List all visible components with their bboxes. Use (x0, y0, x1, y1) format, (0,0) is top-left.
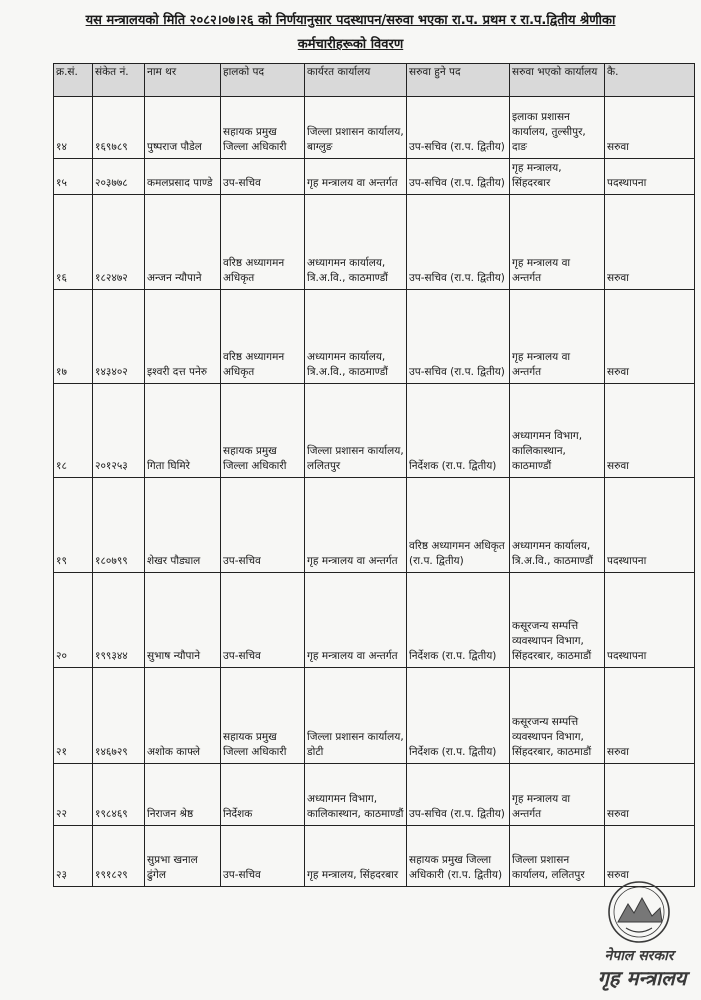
sn-cell: २२ (54, 764, 93, 826)
name-cell: गिता घिमिरे (145, 384, 221, 478)
new-post-cell: सहायक प्रमुख जिल्ला अधिकारी (रा.प. द्वितीय) (407, 826, 510, 887)
seal-text-line1: नेपाल सरकार (604, 948, 674, 964)
new-post-cell: उप-सचिव (रा.प. द्वितीय) (407, 97, 510, 159)
seal-text-line2: गृह मन्त्रालय (597, 966, 687, 990)
remark-cell: सरुवा (605, 195, 695, 290)
remark-cell: सरुवा (605, 290, 695, 384)
name-cell: निराजन श्रेष्ठ (145, 764, 221, 826)
code-cell: १९८४६९ (93, 764, 145, 826)
name-cell: इश्वरी दत्त पनेरु (145, 290, 221, 384)
name-cell: अशोक काफ्ले (145, 668, 221, 764)
table-row (54, 764, 695, 826)
col-header-code: संकेत नं. (93, 64, 145, 97)
name-cell: शेखर पौड्याल (145, 478, 221, 573)
col-header-office: कार्यरत कार्यालय (305, 64, 407, 97)
office-cell: अध्यागमन विभाग, कालिकास्थान, काठमाण्डौं (305, 764, 407, 826)
name-cell: सुप्रभा खनाल ढुंगेल (145, 826, 221, 887)
sn-cell: १८ (54, 384, 93, 478)
table-row (54, 573, 695, 668)
code-cell: २०१२५३ (93, 384, 145, 478)
col-header-post: हालको पद (221, 64, 305, 97)
name-cell: सुभाष न्यौपाने (145, 573, 221, 668)
mountain-emblem (618, 898, 662, 922)
post-cell: सहायक प्रमुख जिल्ला अधिकारी (221, 384, 305, 478)
office-cell: गृह मन्त्रालय वा अन्तर्गत (305, 478, 407, 573)
code-cell: १९९३४४ (93, 573, 145, 668)
table-row (54, 290, 695, 384)
remark-cell: पदस्थापना (605, 159, 695, 195)
table-row (54, 159, 695, 195)
new-office-cell: कसूरजन्य सम्पत्ति व्यवस्थापन विभाग, सिंहदरबार, काठमाडौं (510, 668, 605, 764)
sn-cell: २० (54, 573, 93, 668)
sn-cell: १७ (54, 290, 93, 384)
sn-cell: १९ (54, 478, 93, 573)
remark-cell: सरुवा (605, 668, 695, 764)
office-cell: जिल्ला प्रशासन कार्यालय, बाग्लुङ (305, 97, 407, 159)
col-header-name: नाम थर (145, 64, 221, 97)
document-subtitle: कर्मचारीहरूको विवरण (297, 37, 404, 52)
new-post-cell: निर्देशक (रा.प. द्वितीय) (407, 668, 510, 764)
code-cell: २०३७७८ (93, 159, 145, 195)
new-office-cell: अध्यागमन विभाग, कालिकास्थान, काठमाण्डौं (510, 384, 605, 478)
name-cell: अन्जन न्यौपाने (145, 195, 221, 290)
post-cell: उप-सचिव (221, 478, 305, 573)
post-cell: सहायक प्रमुख जिल्ला अधिकारी (221, 97, 305, 159)
office-cell: गृह मन्त्रालय वा अन्तर्गत (305, 573, 407, 668)
emblem-arc (626, 928, 652, 932)
office-cell: जिल्ला प्रशासन कार्यालय, डोटी (305, 668, 407, 764)
government-seal (582, 870, 697, 1000)
new-post-cell: उप-सचिव (रा.प. द्वितीय) (407, 290, 510, 384)
remark-cell: सरुवा (605, 826, 695, 887)
remark-cell: पदस्थापना (605, 573, 695, 668)
new-office-cell: कसूरजन्य सम्पत्ति व्यवस्थापन विभाग, सिंहदरबार, काठमाडौं (510, 573, 605, 668)
code-cell: १९१८२९ (93, 826, 145, 887)
new-office-cell: गृह मन्त्रालय वा अन्तर्गत (510, 764, 605, 826)
remark-cell: सरुवा (605, 97, 695, 159)
name-cell: कमलप्रसाद पाण्डे (145, 159, 221, 195)
col-header-sn: क्र.सं. (54, 64, 93, 97)
sn-cell: २१ (54, 668, 93, 764)
office-cell: जिल्ला प्रशासन कार्यालय, ललितपुर (305, 384, 407, 478)
new-office-cell: गृह मन्त्रालय वा अन्तर्गत (510, 195, 605, 290)
new-post-cell: उप-सचिव (रा.प. द्वितीय) (407, 764, 510, 826)
new-office-cell: जिल्ला प्रशासन कार्यालय, ललितपुर (510, 826, 605, 887)
post-cell: उप-सचिव (221, 159, 305, 195)
sn-cell: १६ (54, 195, 93, 290)
code-cell: १४३४०२ (93, 290, 145, 384)
sn-cell: १४ (54, 97, 93, 159)
remark-cell: पदस्थापना (605, 478, 695, 573)
table-header-row (54, 64, 695, 97)
document-title: यस मन्त्रालयको मिति २०८२।०७।२६ को निर्णयानुसार पदस्थापन/सरुवा भएका रा.प. प्रथम र रा.प.द्वितीय श्रेणीका (85, 13, 616, 28)
new-post-cell: उप-सचिव (रा.प. द्वितीय) (407, 159, 510, 195)
new-post-cell: वरिष्ठ अध्यागमन अधिकृत (रा.प. द्वितीय) (407, 478, 510, 573)
table-row (54, 97, 695, 159)
code-cell: १८२४७२ (93, 195, 145, 290)
code-cell: १४६७२९ (93, 668, 145, 764)
post-cell: सहायक प्रमुख जिल्ला अधिकारी (221, 668, 305, 764)
post-cell: उप-सचिव (221, 573, 305, 668)
new-post-cell: निर्देशक (रा.प. द्वितीय) (407, 573, 510, 668)
post-cell: निर्देशक (221, 764, 305, 826)
table-row (54, 195, 695, 290)
office-cell: अध्यागमन कार्यालय, त्रि.अ.वि., काठमाण्डौं (305, 290, 407, 384)
post-cell: उप-सचिव (221, 826, 305, 887)
office-cell: अध्यागमन कार्यालय, त्रि.अ.वि., काठमाण्डौं (305, 195, 407, 290)
col-header-new-post: सरुवा हुने पद (407, 64, 510, 97)
col-header-new-office: सरुवा भएको कार्यालय (510, 64, 605, 97)
table-row (54, 478, 695, 573)
new-office-cell: अध्यागमन कार्यालय, त्रि.अ.वि., काठमाण्डौं (510, 478, 605, 573)
remark-cell: सरुवा (605, 384, 695, 478)
office-cell: गृह मन्त्रालय, सिंहदरबार (305, 826, 407, 887)
new-office-cell: इलाका प्रशासन कार्यालय, तुल्सीपुर, दाङ (510, 97, 605, 159)
sn-cell: २३ (54, 826, 93, 887)
name-cell: पुष्पराज पौडेल (145, 97, 221, 159)
remark-cell: सरुवा (605, 764, 695, 826)
code-cell: १६९७८९ (93, 97, 145, 159)
table-row (54, 668, 695, 764)
new-office-cell: गृह मन्त्रालय, सिंहदरबार (510, 159, 605, 195)
new-office-cell: गृह मन्त्रालय वा अन्तर्गत (510, 290, 605, 384)
table-row (54, 384, 695, 478)
post-cell: वरिष्ठ अध्यागमन अधिकृत (221, 290, 305, 384)
new-post-cell: उप-सचिव (रा.प. द्वितीय) (407, 195, 510, 290)
sn-cell: १५ (54, 159, 93, 195)
office-cell: गृह मन्त्रालय वा अन्तर्गत (305, 159, 407, 195)
transfer-table (53, 63, 695, 887)
post-cell: वरिष्ठ अध्यागमन अधिकृत (221, 195, 305, 290)
col-header-remark: कै. (605, 64, 695, 97)
code-cell: १८०७९९ (93, 478, 145, 573)
new-post-cell: निर्देशक (रा.प. द्वितीय) (407, 384, 510, 478)
